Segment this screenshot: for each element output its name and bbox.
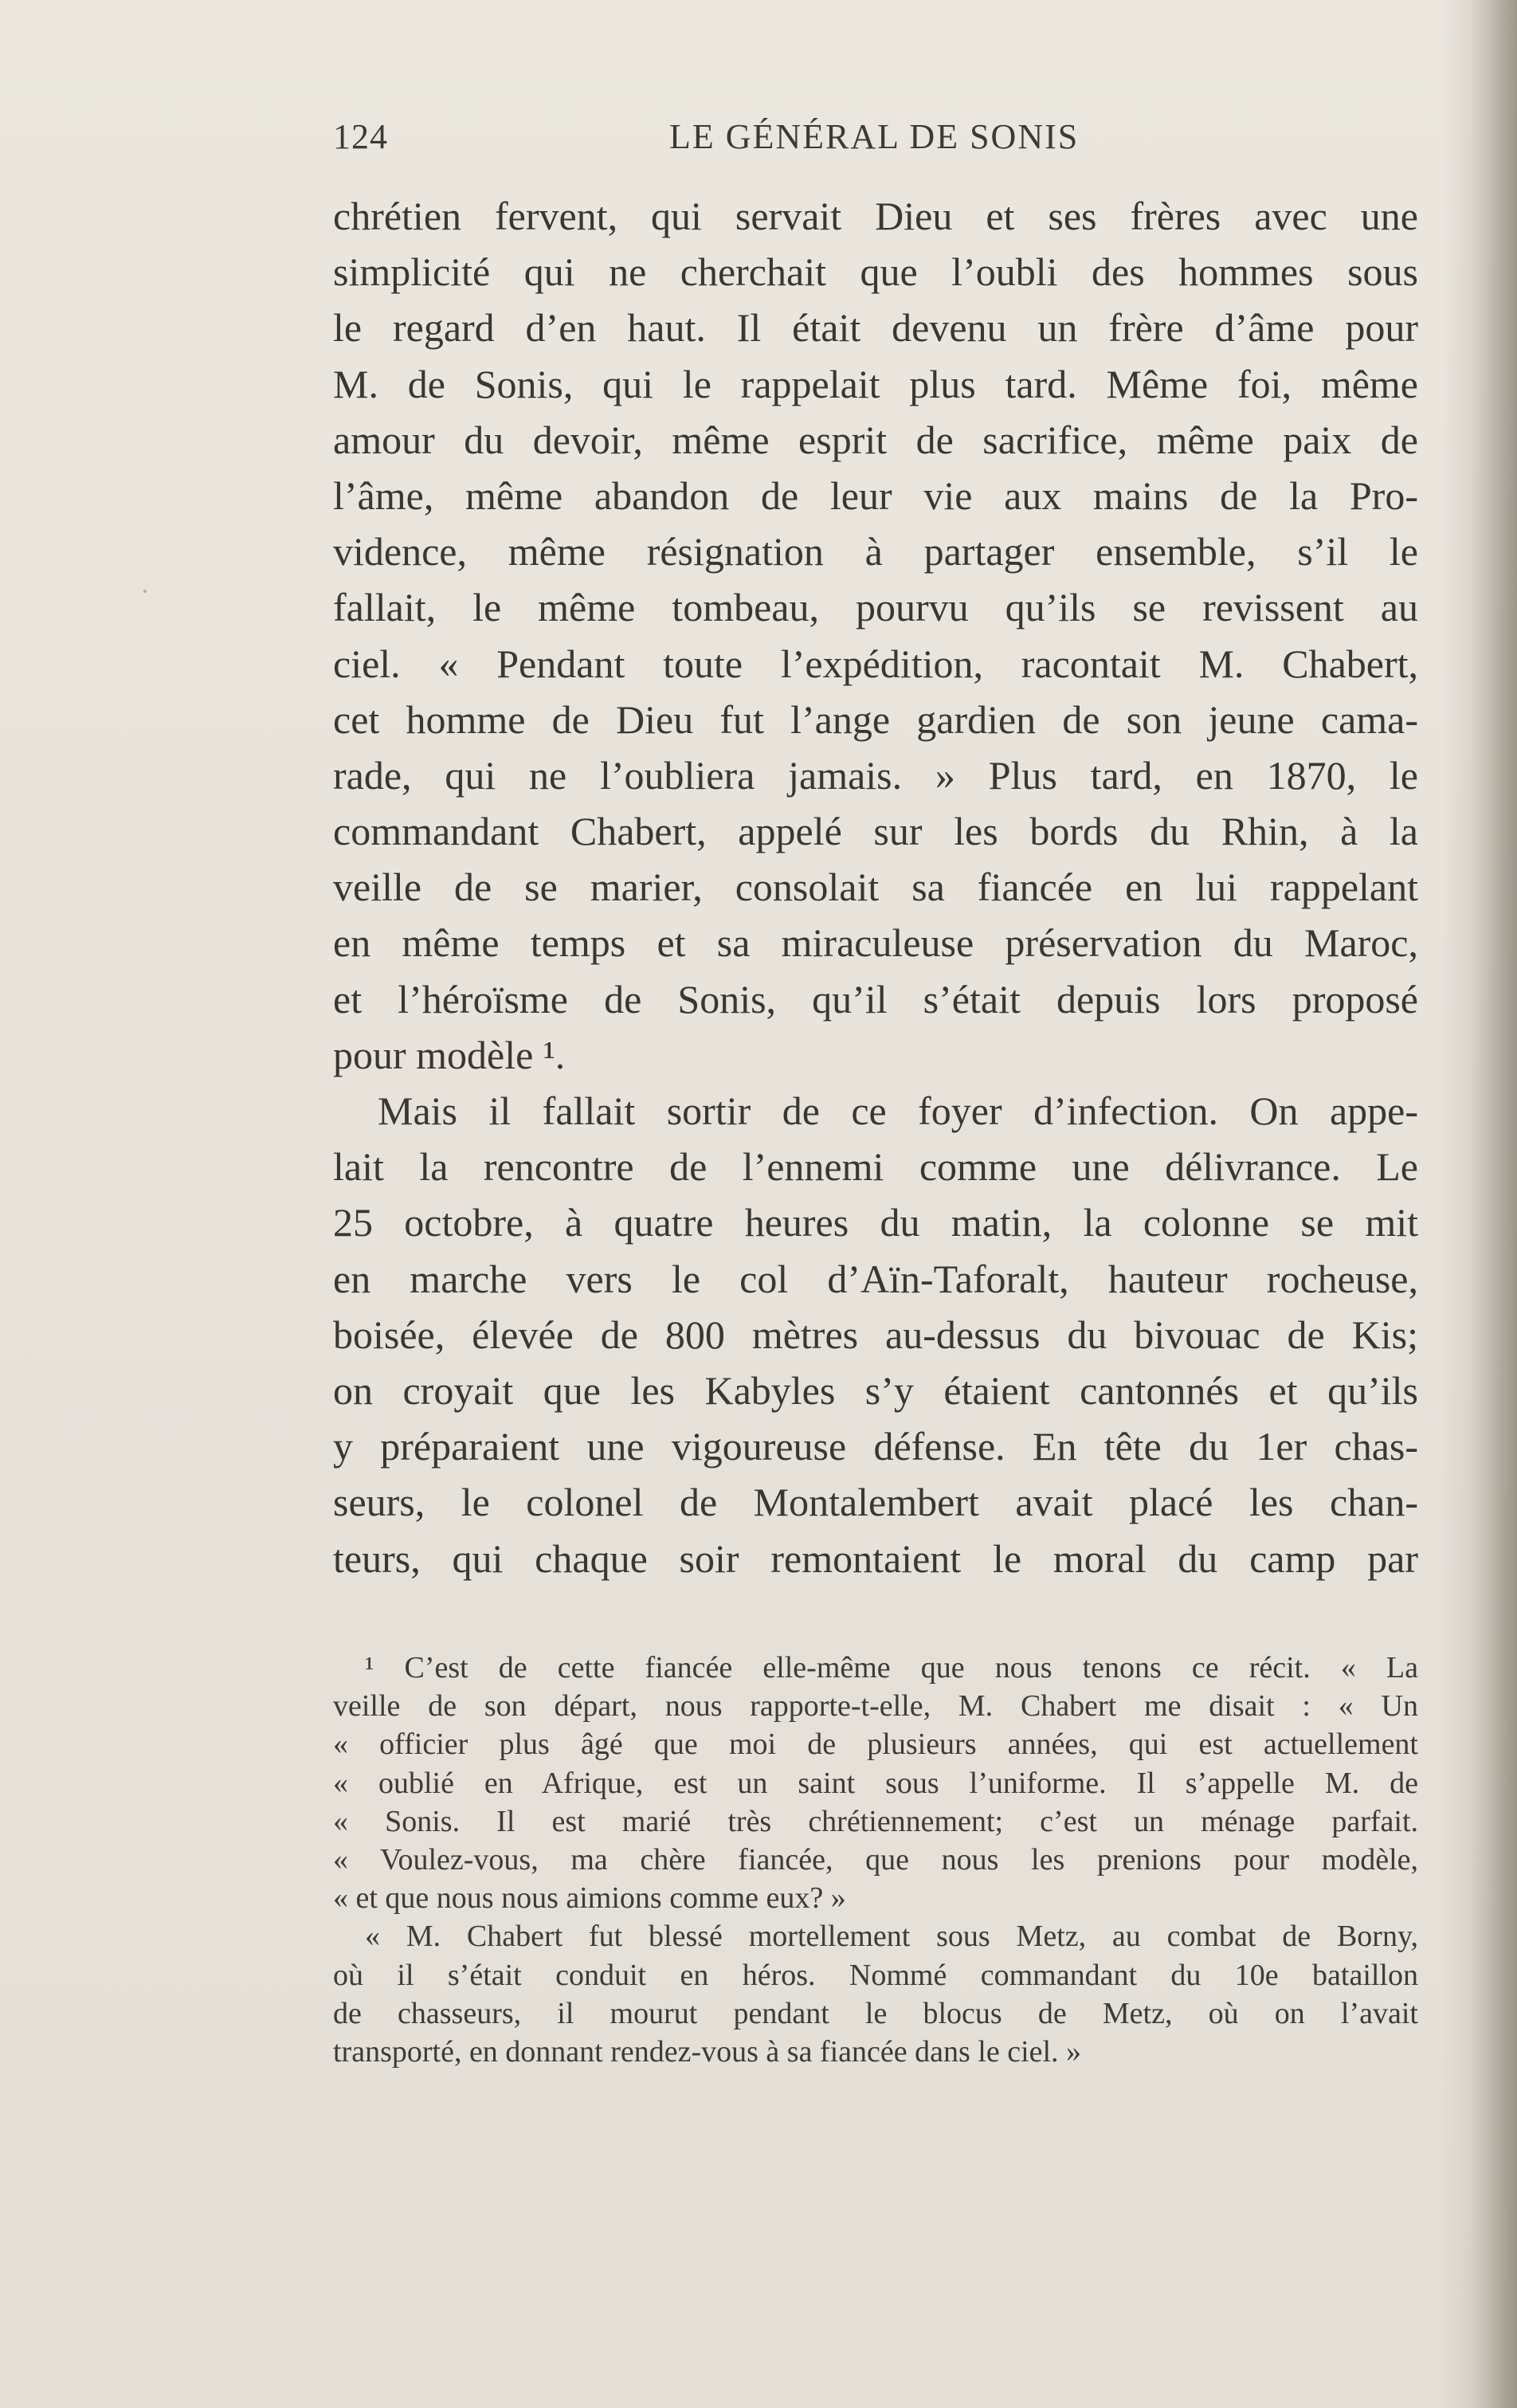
paper-speck: [143, 590, 147, 593]
footnote-line: « et que nous nous aimions comme eux? »: [333, 1881, 846, 1916]
footnote-line: « oublié en Afrique, est un saint sous l’uniforme. Il s’appelle M. de: [333, 1766, 1418, 1800]
page-number: 124: [333, 117, 388, 156]
body-line: fallait, le même tombeau, pourvu qu’ils se revissent au: [333, 585, 1418, 630]
body-line: pour modèle ¹.: [333, 1032, 566, 1077]
body-line: l’âme, même abandon de leur vie aux mains de la Pro-: [333, 473, 1418, 518]
footnote-line: ¹ C’est de cette fiancée elle-même que nous tenons ce récit. « La: [365, 1651, 1418, 1684]
page-edge-shadow: [1469, 0, 1517, 2408]
page-header: [333, 116, 1417, 164]
body-line: on croyait que les Kabyles s’y étaient cantonnés et qu’ils: [333, 1367, 1418, 1413]
body-line: et l’héroïsme de Sonis, qu’il s’était depuis lors proposé: [333, 976, 1418, 1022]
body-line: Mais il fallait sortir de ce foyer d’infection. On appe-: [378, 1088, 1418, 1133]
footnote-line: « M. Chabert fut blessé mortellement sous Metz, au combat de Borny,: [365, 1920, 1418, 1954]
footnote-line: où il s’était conduit en héros. Nommé commandant du 10e bataillon: [333, 1958, 1418, 1992]
body-line: boisée, élevée de 800 mètres au-dessus du bivouac de Kis;: [333, 1312, 1418, 1357]
body-line: teurs, qui chaque soir remontaient le moral du camp par: [333, 1535, 1418, 1581]
body-line: chrétien fervent, qui servait Dieu et ses frères avec une: [333, 194, 1418, 238]
body-line: commandant Chabert, appelé sur les bords du Rhin, à la: [333, 809, 1418, 854]
body-line: cet homme de Dieu fut l’ange gardien de son jeune cama-: [333, 696, 1418, 742]
body-line: lait la rencontre de l’ennemi comme une délivrance. Le: [333, 1144, 1418, 1190]
footnote-line: transporté, en donnant rendez-vous à sa fiancée dans le ciel. »: [333, 2034, 1082, 2069]
footnote-line: « officier plus âgé que moi de plusieurs années, qui est actuellement: [333, 1728, 1418, 1762]
body-line: vidence, même résignation à partager ensemble, s’il le: [333, 529, 1418, 575]
body-line: en même temps et sa miraculeuse préservation du Maroc,: [333, 920, 1418, 966]
footnote-line: « Voulez-vous, ma chère fiancée, que nous les prenions pour modèle,: [333, 1842, 1418, 1877]
body-line: M. de Sonis, qui le rappelait plus tard. Même foi, même: [333, 361, 1418, 406]
body-line: seurs, le colonel de Montalembert avait placé les chan-: [333, 1480, 1418, 1525]
body-line: 25 octobre, à quatre heures du matin, la colonne se mit: [333, 1200, 1418, 1245]
body-line: rade, qui ne l’oubliera jamais. » Plus tard, en 1870, le: [333, 752, 1418, 798]
body-text: [333, 188, 1418, 1586]
body-line: en marche vers le col d’Aïn-Taforalt, hauteur rocheuse,: [333, 1256, 1418, 1301]
body-line: le regard d’en haut. Il était devenu un frère d’âme pour: [333, 305, 1418, 351]
body-line: ciel. « Pendant toute l’expédition, racontait M. Chabert,: [333, 641, 1418, 686]
footnote-line: « Sonis. Il est marié très chrétiennement; c’est un ménage parfait.: [333, 1804, 1418, 1838]
footnotes: [333, 1649, 1418, 2071]
running-title: LE GÉNÉRAL DE SONIS: [669, 117, 1080, 156]
body-line: simplicité qui ne cherchait que l’oubli des hommes sous: [333, 249, 1418, 295]
body-line: veille de se marier, consolait sa fiancée en lui rappelant: [333, 865, 1418, 910]
body-line: y préparaient une vigoureuse défense. En tête du 1er chas-: [333, 1424, 1418, 1469]
footnote-line: veille de son départ, nous rapporte-t-elle, M. Chabert me disait : « Un: [333, 1689, 1418, 1724]
footnote-line: de chasseurs, il mourut pendant le blocus de Metz, où on l’avait: [333, 1996, 1418, 2030]
body-line: amour du devoir, même esprit de sacrifice, même paix de: [333, 417, 1418, 462]
